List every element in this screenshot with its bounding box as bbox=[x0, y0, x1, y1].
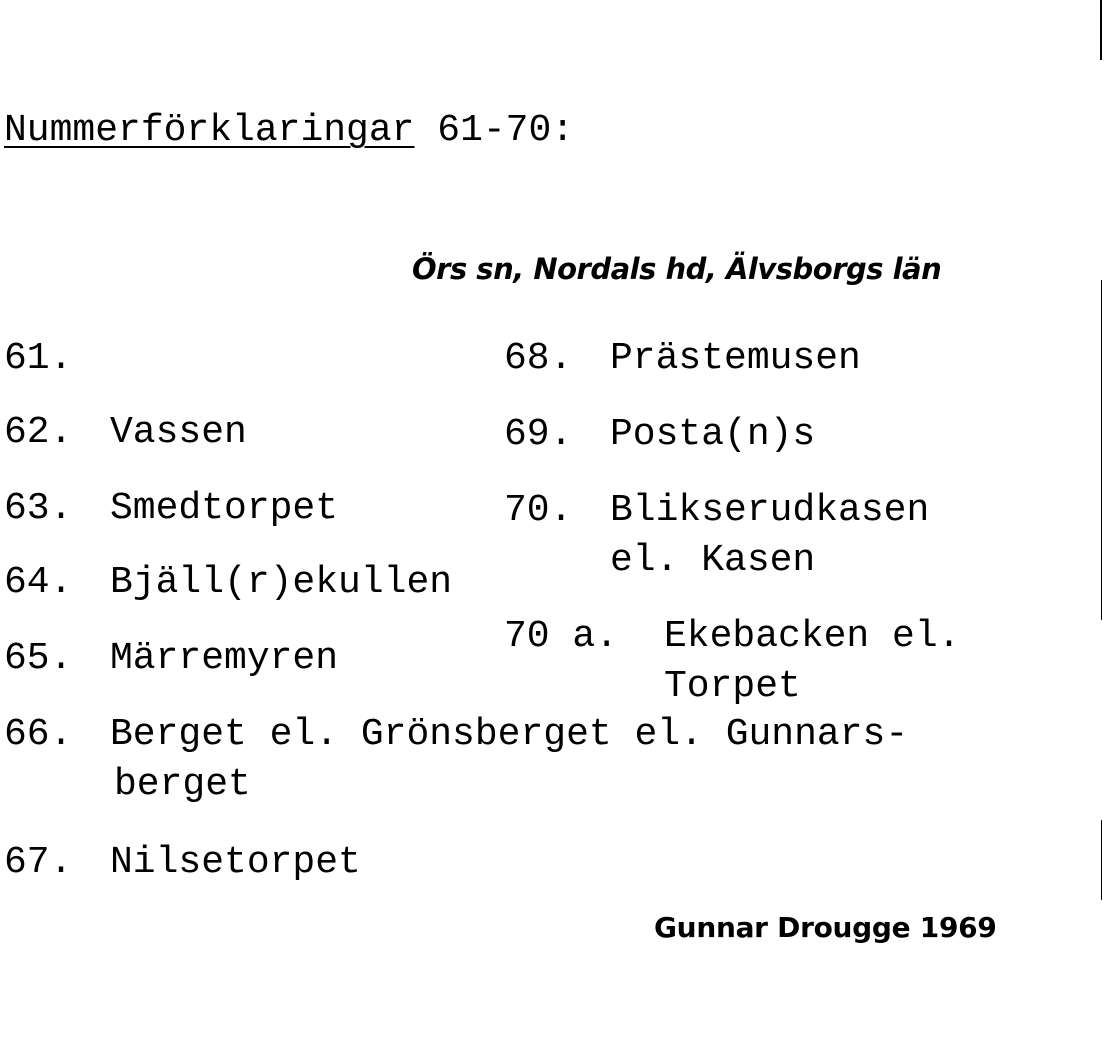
entry-67-name: Nilsetorpet bbox=[110, 841, 361, 884]
entry-70-continuation: el. Kasen bbox=[610, 539, 816, 582]
entry-66-name: Berget el. Grönsberget el. Gunnars- bbox=[110, 713, 909, 756]
entry-70a-name: Ekebacken el. bbox=[664, 615, 961, 658]
entry-70-number: 70. bbox=[504, 489, 573, 532]
entry-67-number: 67. bbox=[4, 841, 73, 884]
location-line: Örs sn, Nordals hd, Älvsborgs län bbox=[412, 252, 942, 286]
entry-62-name: Vassen bbox=[110, 411, 247, 454]
entry-65-name: Märremyren bbox=[110, 637, 339, 680]
entry-68-number: 68. bbox=[504, 337, 573, 380]
entry-63-number: 63. bbox=[4, 487, 73, 530]
scan-edge-mark-top bbox=[1100, 0, 1102, 60]
entry-69-number: 69. bbox=[504, 413, 573, 456]
signature-line: Gunnar Drougge 1969 bbox=[654, 911, 997, 944]
entry-70a-number: 70 a. bbox=[504, 615, 619, 658]
entry-66-continuation: berget bbox=[114, 763, 251, 806]
entry-65-number: 65. bbox=[4, 637, 73, 680]
entry-62-number: 62. bbox=[4, 411, 73, 454]
scan-edge-mark-bottom bbox=[1101, 820, 1102, 900]
scan-edge-mark-middle bbox=[1101, 280, 1102, 620]
entry-69-name: Posta(n)s bbox=[610, 413, 816, 456]
entry-70-name: Blikserudkasen bbox=[610, 489, 930, 532]
entry-66-number: 66. bbox=[4, 713, 73, 756]
title-heading: Nummerförklaringar bbox=[4, 109, 415, 152]
title-range: 61-70: bbox=[414, 109, 575, 152]
entry-70a-continuation: Torpet bbox=[664, 665, 801, 708]
entry-68-name: Prästemusen bbox=[610, 337, 861, 380]
page-title bbox=[4, 109, 575, 152]
entry-61-number: 61. bbox=[4, 337, 73, 380]
entry-64-number: 64. bbox=[4, 561, 73, 604]
entry-64-name: Bjäll(r)ekullen bbox=[110, 561, 453, 604]
entry-63-name: Smedtorpet bbox=[110, 487, 339, 530]
